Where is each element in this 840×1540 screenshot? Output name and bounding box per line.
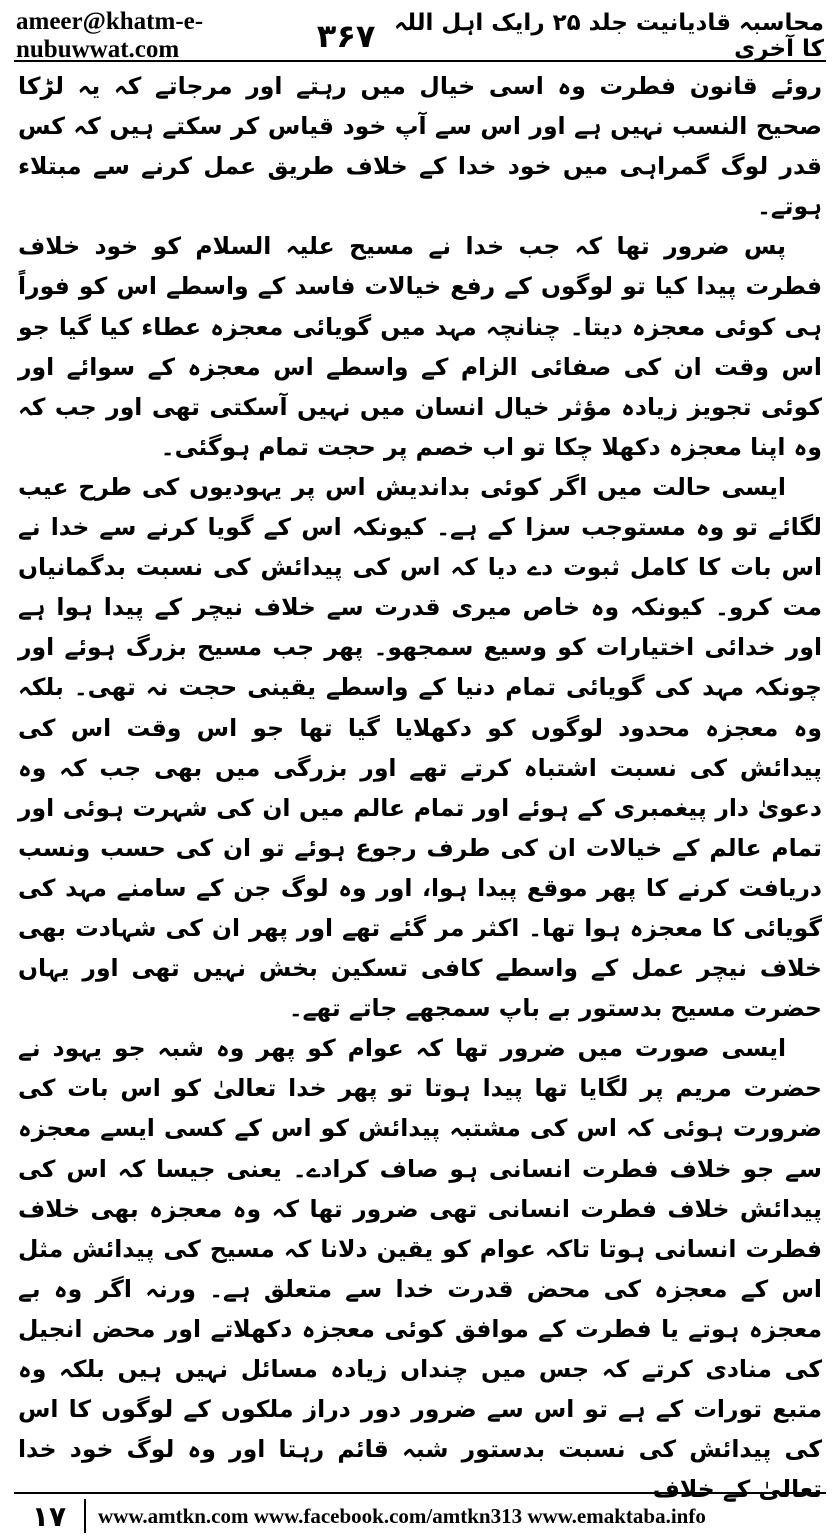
header-rule bbox=[14, 60, 826, 62]
paragraph-3: ایسی حالت میں اگر کوئی بداندیش اس پر یہودیوں کی طرح عیب لگائے تو وہ مستوجب سزا کے ہے۔ کیونکہ اس کے گویا کرنے سے خدا نے اس بات کا کامل ثبوت دے دیا کہ اس کی پیدائش کی نسبت بدگمانیاں مت کرو۔ کیونکہ وہ خاص میری قدرت سے خلاف نیچر کے پیدا ہوا ہے اور خدائی اختیارات کو وسیع سمجھو۔ پھر جب مسیح بزرگ ہوئے اور چونکہ مہد کی گویائی تمام دنیا کے واسطے یقینی حجت نہ تھی۔ بلکہ وہ معجزہ محدود لوگوں کو دکھلایا گیا تھا جو اس وقت اس کی پیدائش کی نسبت اشتباہ کرتے تھے اور بزرگی میں بھی جب کہ وہ دعویٰ دار پیغمبری کے ہوئے اور تمام عالم میں ان کی شہرت ہوئی اور تمام عالم کے خیالات ان کی طرف رجوع ہوئے تو ان کی حسب ونسب دریافت کرنے کا پھر موقع پیدا ہوا، اور وہ لوگ جن کے سامنے مہد کی گویائی کا معجزہ ہوا تھا۔ اکثر مر گئے تھے اور پھر ان کی شہادت بھی خلاف نیچر عمل کے واسطے کافی تسکین بخش نہیں تھی اور یہاں حضرت مسیح بدستور بے باپ سمجھے جاتے تھے۔ bbox=[18, 472, 822, 1023]
header-book-title: محاسبہ قادیانیت جلد ۲۵ رایک اہل اللہ کا آخری bbox=[393, 10, 824, 62]
footer-website-links[interactable]: www.amtkn.com www.facebook.com/amtkn313 www.emaktaba.info bbox=[98, 1503, 706, 1528]
footer-rule bbox=[14, 1492, 826, 1494]
paragraph-1: روئے قانون فطرت وہ اسی خیال میں رہتے اور مرجاتے کہ یہ لڑکا صحیح النسب نہیں ہے اور اس سے آپ خود قیاس کر سکتے ہیں کہ کس قدر لوگ گمراہی میں خود خدا کے خلاف طریق عمل کرنے سے مبتلاء ہوتے۔ bbox=[18, 72, 822, 221]
page-body bbox=[18, 66, 822, 1504]
footer-folio-number: ۱۷ bbox=[31, 1499, 67, 1533]
paragraph-2: پس ضرور تھا کہ جب خدا نے مسیح علیہ السلام کو خود خلاف فطرت پیدا کیا تو لوگوں کے رفع خیالات فاسد کے واسطے اس کو فوراً ہی کوئی معجزہ دیتا۔ چنانچہ مہد میں گویائی معجزہ عطاء کیا گیا جو اس وقت ان کی صفائی الزام کے واسطے اس معجزہ کے سوائے اور کوئی تجویز زیادہ مؤثر خیال انسان میں نہیں آسکتی تھی اور جب کہ وہ اپنا معجزہ دکھلا چکا تو اب خصم پر حجت تمام ہوگئی۔ bbox=[18, 232, 822, 461]
paragraph-4: ایسی صورت میں ضرور تھا کہ عوام کو پھر وہ شبہ جو یہود نے حضرت مریم پر لگایا تھا پیدا ہوتا تو پھر خدا تعالیٰ کو اس بات کی ضرورت ہوئی کہ اس کی مشتبہ پیدائش کو اس کے کسی ایسے معجزہ سے جو خلاف فطرت انسانی ہو صاف کرادے۔ یعنی جیسا کہ اس کی پیدائش خلاف فطرت انسانی تھی ضرور تھا کہ وہ معجزہ بھی خلاف فطرت انسانی ہوتا تاکہ عوام کو یقین دلانا کہ مسیح کی پیدائش مثل اس کے معجزہ کی محض قدرت خدا سے متعلق ہے۔ ورنہ اگر وہ بے معجزہ ہوتے یا فطرت کے موافق کوئی معجزہ دکھلاتے اور محض انجیل کی منادی کرتے کہ جس میں چنداں زیادہ مسائل نہیں ہیں بلکہ وہ متبع تورات کے ہے تو اس سے ضرور دور دراز ملکوں کے لوگوں کا اس کی پیدائش کی نسبت بدستور شبہ قائم رہتا اور وہ لوگ خود خدا تعالیٰ کے خلاف bbox=[18, 1034, 822, 1504]
header-page-number: ۳۶۷ bbox=[316, 17, 376, 55]
header-left-group bbox=[16, 8, 375, 64]
header-email[interactable]: ameer@khatm-e-nubuwwat.com bbox=[16, 8, 204, 63]
page-header bbox=[16, 8, 824, 63]
page-footer bbox=[14, 1496, 826, 1536]
footer-separator bbox=[84, 1499, 86, 1533]
